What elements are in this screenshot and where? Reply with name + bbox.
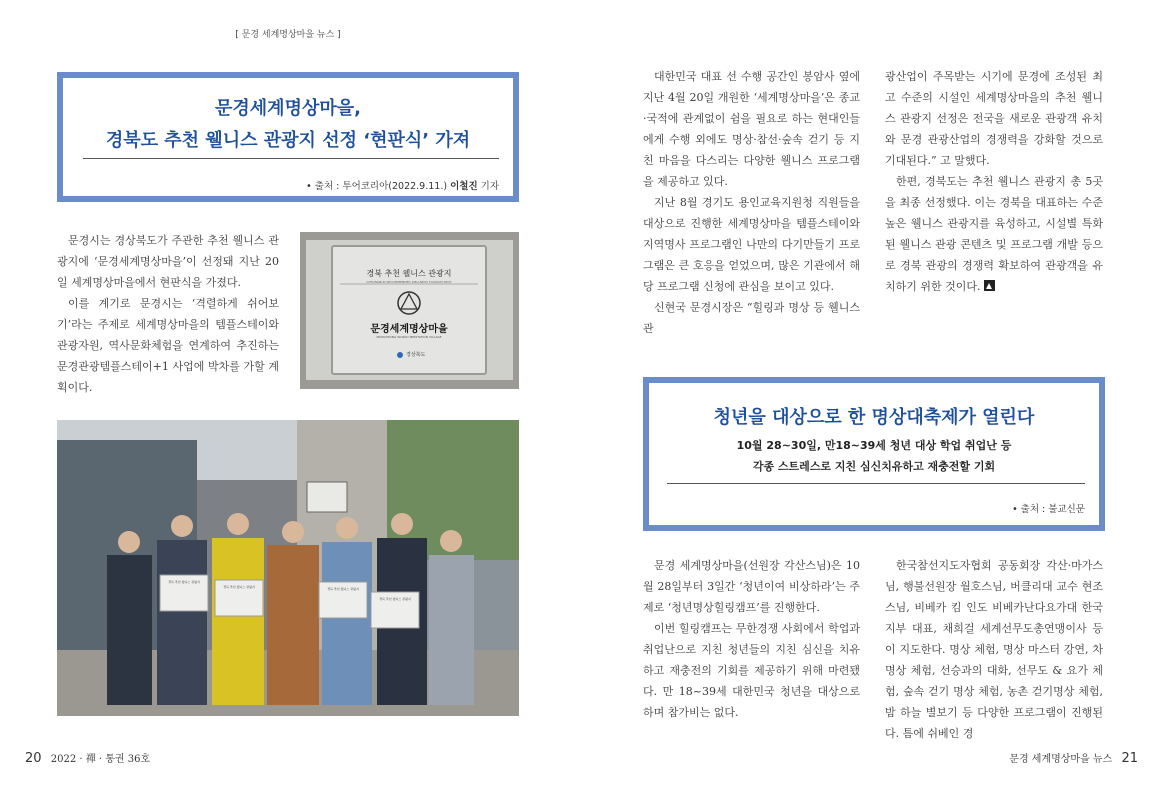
article2-body-paragraph: 문경 세계명상마을(선원장 각산스님)은 10월 28일부터 3일간 ‘청년이여 비상하라’는 주제로 ‘청년명상힐링캠프’를 진행한다. [643, 559, 860, 614]
article2-column1 [643, 555, 860, 723]
article1-body-paragraph: 지난 8월 경기도 용인교육지원청 직원들을 대상으로 진행한 세계명상마을 템플스테이와 지역명사 프로그램인 나만의 다기만들기 프로그램은 큰 호응을 얻었으며, 많은 기관에서 해당 프로그램 신청에 관심을 보이고 있다. [643, 196, 860, 293]
article2-source: • 출처 : 불교신문 [1012, 504, 1085, 515]
article1-source-suffix: 기자 [477, 181, 499, 192]
photo-sign-text: 경북 추천 웰니스 관광지 [327, 587, 359, 591]
photo-sign-text: 경북 추천 웰니스 관광지 [223, 585, 255, 589]
plaque-line1: 경북 추천 웰니스 관광지 [366, 269, 452, 278]
article1-column3 [885, 66, 1103, 297]
article2-body-paragraph: 한국참선지도자협회 공동회장 각산·마가스님, 행불선원장 월호스님, 버클리대 교수 현조스님, 비베카 킴 인도 비베카난다요가대 한국지부 대표, 채희걸 세계선무도총연맹이사 등이 지도한다. 명상 체험, 명상 마스터 강연, 차명상 체험, 선승과의 대화, 선무도 & 요가 체험, 숲속 걷기 명상 체험, 농촌 걷기명상 체험, 밤 하늘 별보기 등 다양한 프로그램이 진행된다. 틈에 쉬베인 경 [885, 559, 1103, 740]
article2-headline-box [643, 377, 1105, 531]
gyeongbuk-logo-icon [397, 352, 403, 358]
footer-left [25, 750, 150, 766]
plaque-name: 문경세계명상마을 [370, 324, 448, 335]
footer-right-text: 문경 세계명상마을 뉴스 [1009, 754, 1113, 765]
plaque-line2: GYEONGBUK RECOMMENDED WELLNESS TOURISM SPOT [366, 280, 452, 284]
plaque-illustration [300, 232, 519, 389]
group-photo-illustration [57, 420, 519, 716]
section-label: [ 문경 세계명상마을 뉴스 ] [235, 30, 341, 40]
article1-headline-box [57, 72, 519, 202]
article1-title-line1: 문경세계명상마을, [215, 98, 361, 119]
article1-body-paragraph: 대한민국 대표 선 수행 공간인 봉암사 옆에 지난 4월 20일 개원한 ‘세계명상마을’은 종교·국적에 관계없이 쉼을 필요로 하는 현대인들에게 수행 외에도 명상·참선·숲속 걷기 등 지친 마음을 다스리는 다양한 웰니스 프로그램을 제공하고 있다. [643, 70, 860, 188]
article1-source-reporter: 이철진 [450, 181, 478, 192]
left-page-number: 20 [25, 751, 42, 766]
plaque-name-en: MUNGYEONG WORLD MEDITATION VILLAGE [376, 335, 442, 339]
footer-right [1009, 750, 1138, 766]
photo-sign-text: 경북 추천 웰니스 관광지 [379, 597, 411, 601]
article1-closing-text: 한편, 경북도는 추천 웰니스 관광지 총 5곳을 최종 선정했다. 이는 경북을 대표하는 수준 높은 웰니스 관광지를 육성하고, 시설별 특화된 웰니스 관광 콘텐츠 및 프로그램 개발 등으로 경북 관광의 경쟁력 확보하여 관광객을 유치하기 위한 것이다. [885, 175, 1103, 293]
article2-title-rule [667, 483, 1085, 484]
article1-column2 [643, 66, 860, 339]
article2-body-paragraph: 이번 힐링캠프는 무한경쟁 사회에서 학업과 취업난으로 지친 청년들의 지친 심신을 치유하고 재충전의 기회를 제공하기 위해 마련됐다. 만 18~39세 대한민국 청년을 대상으로 하며 참가비는 없다. [643, 622, 860, 719]
photo-wall-plaque [307, 482, 347, 512]
article1-body-paragraph [885, 171, 1103, 297]
article1-intro-column [57, 230, 279, 398]
article1-body-paragraph: 신현국 문경시장은 “힐링과 명상 등 웰니스 관 [643, 301, 860, 335]
article1-source-prefix: • 출처 : 투어코리아(2022.9.11.) [306, 181, 448, 192]
footer-left-text: 2022 · 禪 · 통권 36호 [50, 754, 151, 765]
article1-intro-paragraph: 문경시는 경상북도가 주관한 추천 웰니스 관광지에 ‘문경세계명상마을’이 선정돼 지난 20일 세계명상마을에서 현판식을 가졌다. [57, 234, 279, 289]
article1-body-paragraph: 광산업이 주목받는 시기에 문경에 조성된 최고 수준의 시설인 세계명상마을의 추천 웰니스 관광지 선정은 전국을 새로운 관광객 유치와 문경 관광산업의 경쟁력을 강화할 것으로 기대된다.” 고 말했다. [885, 70, 1103, 167]
article2-subtitle-line2: 각종 스트레스로 지친 심신치유하고 재충전할 기회 [752, 460, 996, 473]
end-mark-icon [984, 280, 995, 291]
article1-title-line2: 경북도 추천 웰니스 관광지 선정 ‘현판식’ 가져 [105, 130, 471, 151]
article1-title-rule [83, 158, 499, 159]
article1-intro-paragraph: 이를 계기로 문경시는 ‘격렬하게 쉬어보기’라는 주제로 세계명상마을의 템플스테이와 관광자원, 역사문화체험을 연계하여 추진하는 문경관광템플스테이+1 사업에 박차를 가할 계획이다. [57, 297, 279, 394]
right-page-number: 21 [1121, 751, 1138, 766]
article2-subtitle-line1: 10월 28~30일, 만18~39세 청년 대상 학업 취업난 등 [736, 439, 1012, 452]
article2-column2 [885, 555, 1103, 744]
article1-source [306, 178, 499, 192]
group-photo [57, 420, 519, 716]
article2-title: 청년을 대상으로 한 명상대축제가 열린다 [713, 407, 1035, 428]
photo-sign-text: 경북 추천 웰니스 관광지 [168, 580, 200, 584]
plaque-issuer: 경상북도 [406, 352, 426, 358]
plaque-photo [300, 232, 519, 389]
